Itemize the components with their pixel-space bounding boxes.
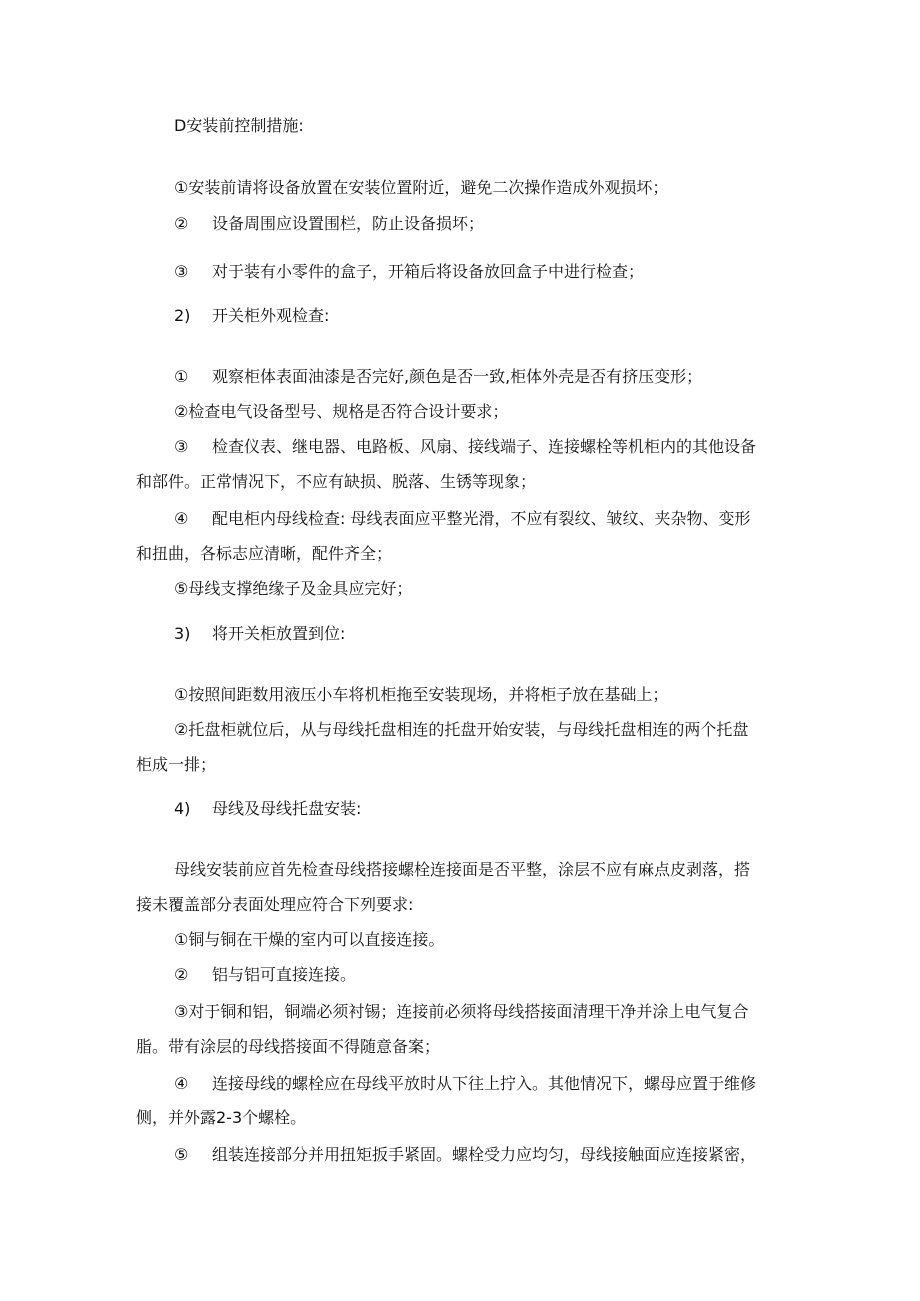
list-item [174,436,756,458]
list-item [174,719,748,741]
list-item-text: ①按照间距数用液压小车将机柜拖至安装现场，并将柜子放在基础上； [174,685,669,704]
list-item-text: 和部件。正常情况下，不应有缺损、脱落、生锈等现象； [136,472,537,491]
list-item [174,261,644,283]
list-item-text: 柜成一排； [136,755,217,774]
list-item [174,964,356,986]
list-item [174,177,668,199]
list-item-continuation [136,754,216,776]
section-title: 将开关柜放置到位: [212,624,346,643]
list-number: ④ [174,509,189,528]
section-heading [174,798,361,820]
section-title: 母线及母线托盘安装: [212,799,362,818]
list-item-text: 脂。带有涂层的母线搭接面不得随意备案； [136,1037,441,1056]
section-number: 3) [174,624,191,643]
list-item-text: 检查仪表、继电器、电路板、风扇、接线端子、连接螺栓等机柜内的其他设备 [212,437,757,456]
list-number: ③ [174,262,189,281]
list-item-continuation [136,1036,440,1058]
list-number: ② [174,965,189,984]
list-item-text: 组装连接部分并用扭矩扳手紧固。螺栓受力应均匀，母线接触面应连接紧密， [212,1145,757,1164]
list-item-text: ②托盘柜就位后，从与母线托盘相连的托盘开始安装，与母线托盘相连的两个托盘 [174,720,749,739]
list-item [174,578,412,600]
paragraph-text: 接未覆盖部分表面处理应符合下列要求: [136,895,414,914]
list-item-text: 对于装有小零件的盒子，开箱后将设备放回盒子中进行检查； [212,262,645,281]
list-item-text: 和扭曲，各标志应清晰，配件齐全； [136,544,393,563]
heading-text: D安装前控制措施: [174,116,304,135]
list-number: ① [174,367,189,386]
section-heading [174,623,345,645]
section-heading-installation-control [174,115,304,137]
list-item-text: ⑤母线支撑绝缘子及金具应完好； [174,579,413,598]
list-item-text: 连接母线的螺栓应在母线平放时从下往上拧入。其他情况下，螺母应置于维修 [212,1074,757,1093]
section-heading [174,305,329,327]
list-item-text: 观察柜体表面油漆是否完好,颜色是否一致,柜体外壳是否有挤压变形； [212,367,703,386]
list-item-text: 铝与铝可直接连接。 [212,965,357,984]
section-title: 开关柜外观检查: [212,306,330,325]
list-item [174,929,444,951]
list-item [174,508,750,530]
list-item [174,1144,756,1166]
list-item [174,366,702,388]
list-item-text: ③对于铜和铝，铜端必须衬锡；连接前必须将母线搭接面清理干净并涂上电气复合 [174,1002,749,1021]
section-number: 2) [174,306,191,325]
list-item-text: ①安装前请将设备放置在安装位置附近，避免二次操作造成外观损坏； [174,178,669,197]
list-item [174,1073,756,1095]
list-item-text: 设备周围应设置围栏，防止设备损坏； [212,214,485,233]
list-item-text: ②检查电气设备型号、规格是否符合设计要求； [174,402,509,421]
list-number: ④ [174,1074,189,1093]
list-item-text: 侧，并外露2-3个螺栓。 [136,1108,307,1127]
paragraph [174,859,750,881]
list-item [174,213,484,235]
section-number: 4) [174,799,191,818]
paragraph-text: 母线安装前应首先检查母线搭接螺栓连接面是否平整，涂层不应有麻点皮剥落，搭 [174,860,751,879]
paragraph-continuation [136,894,413,916]
list-item-text: 配电柜内母线检查: 母线表面应平整光滑，不应有裂纹、皱纹、夹杂物、变形 [212,509,751,528]
list-item [174,401,508,423]
list-item-continuation [136,543,392,565]
list-item [174,684,668,706]
list-item [174,1001,748,1023]
list-item-text: ①铜与铜在干燥的室内可以直接连接。 [174,930,445,949]
list-number: ② [174,214,189,233]
list-item-continuation [136,1107,306,1129]
list-number: ③ [174,437,189,456]
list-item-continuation [136,471,536,493]
list-number: ⑤ [174,1145,189,1164]
